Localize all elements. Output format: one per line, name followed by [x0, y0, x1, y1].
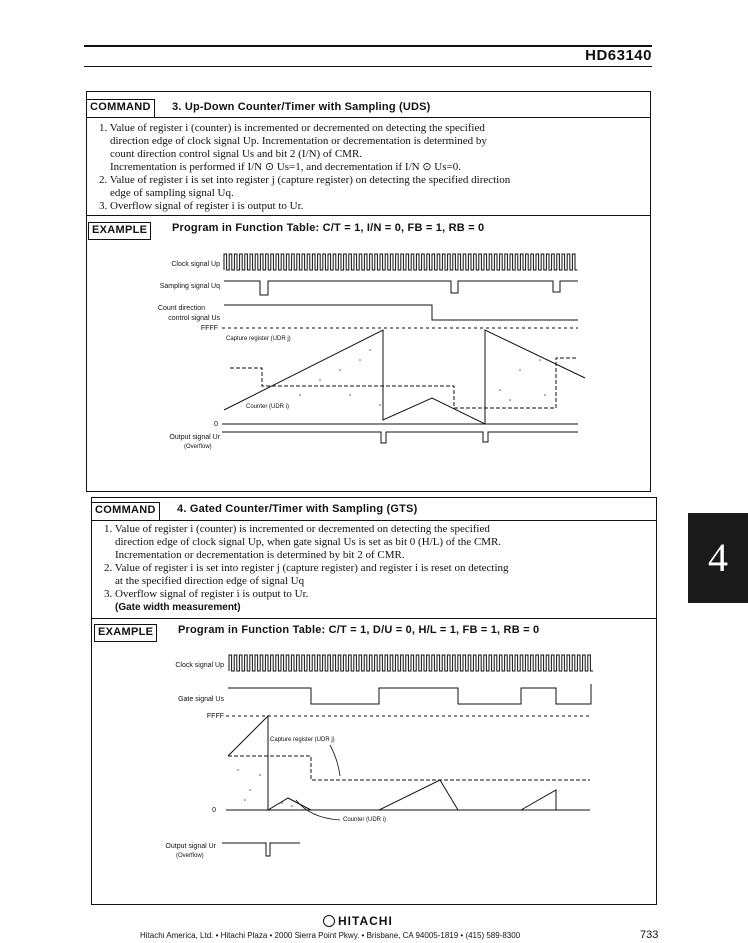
s3-label-output-1: Output signal Ur	[169, 434, 220, 441]
s4-capture-waveform	[228, 756, 590, 780]
footer-address: Hitachi America, Ltd. • Hitachi Plaza • 2000 Sierra Point Pkwy. • Brisbane, CA 94005-1819 • (415) 589-8300	[140, 931, 521, 940]
section4-program: Program in Function Table: C/T = 1, D/U = 0, H/L = 1, FB = 1, RB = 0	[178, 624, 540, 636]
s3-label-output-2: (Overflow)	[184, 444, 212, 450]
section4-item-1: 1. Value of register i (counter) is incremented or decremented on detecting the specified	[104, 523, 490, 535]
section4-command-tag: COMMAND	[91, 502, 160, 521]
s4-output-waveform	[222, 843, 300, 856]
section3-title: 3. Up-Down Counter/Timer with Sampling (UDS)	[172, 101, 431, 113]
section4-item-3b: (Gate width measurement)	[115, 602, 241, 613]
s4-clock-waveform	[229, 655, 593, 671]
s4-capture-pointer	[330, 745, 340, 776]
s4-counter-ramp	[228, 716, 556, 810]
section4-example-tag: EXAMPLE	[94, 624, 157, 642]
section3-example-tag: EXAMPLE	[88, 222, 151, 240]
section3-item-3: 3. Overflow signal of register i is output to Ur.	[99, 200, 304, 212]
section3-item-2b: edge of sampling signal Uq.	[110, 187, 234, 199]
s3-label-ffff: FFFF	[200, 325, 218, 332]
s4-label-clock: Clock signal Up	[175, 662, 224, 669]
s3-label-capture: Capture register (UDR j)	[226, 336, 291, 342]
s4-stipple	[237, 769, 293, 807]
page-number: 733	[640, 929, 659, 941]
section3-item-1d: Incrementation is performed if I/N ⊙ Us=1, and decrementation if I/N ⊙ Us=0.	[110, 161, 461, 173]
s3-label-clock: Clock signal Up	[171, 261, 220, 268]
section3-item-1: 1. Value of register i (counter) is incremented or decremented on detecting the specified	[99, 122, 485, 134]
section4-item-2: 2. Value of register i is set into register j (capture register) and register i is reset on detecting	[104, 562, 509, 574]
section4-item-2b: at the specified direction edge of signal Uq	[115, 575, 305, 587]
section3-item-2: 2. Value of register i is set into register j (capture register) on detecting the specified direction	[99, 174, 511, 186]
section3-item-1c: count direction control signal Us and bit 2 (I/N) of CMR.	[110, 148, 363, 160]
part-number: HD63140	[585, 47, 652, 64]
section4-item-1c: Incrementation or decrementation is determined by bit 2 of CMR.	[115, 549, 405, 561]
section3-command-tag: COMMAND	[86, 99, 155, 118]
section4-title: 4. Gated Counter/Timer with Sampling (GTS)	[177, 503, 418, 515]
s4-gate-waveform	[228, 684, 591, 704]
hitachi-logo-icon	[323, 915, 335, 927]
s3-label-counter: Counter (UDR i)	[246, 404, 290, 410]
s4-label-output-1: Output signal Ur	[165, 843, 216, 850]
section3-item-1b: direction edge of clock signal Up. Incrementation or decrementation is determined by	[110, 135, 487, 147]
s4-label-counter: Counter (UDR i)	[343, 817, 387, 823]
s4-label-gate: Gate signal Us	[178, 696, 224, 703]
s3-label-zero: 0	[214, 421, 218, 428]
section4-item-1b: direction edge of clock signal Up, when gate signal Us is set as bit 0 (H/L) of the CMR.	[115, 536, 502, 548]
section-tab-4: 4	[688, 513, 748, 603]
s3-label-countdir-1: Count direction	[157, 305, 205, 312]
s3-label-countdir-2: control signal Us	[168, 315, 220, 322]
s4-label-output-2: (Overflow)	[176, 853, 204, 859]
footer-logo: HITACHI	[338, 914, 393, 928]
s3-label-sampling: Sampling signal Uq	[159, 283, 220, 290]
section4-item-3: 3. Overflow signal of register i is output to Ur.	[104, 588, 309, 600]
s4-label-zero: 0	[212, 807, 216, 814]
s4-label-capture: Capture register (UDR j)	[270, 737, 335, 743]
section3-program: Program in Function Table: C/T = 1, I/N = 0, FB = 1, RB = 0	[172, 222, 485, 234]
s4-label-ffff: FFFF	[206, 713, 224, 720]
